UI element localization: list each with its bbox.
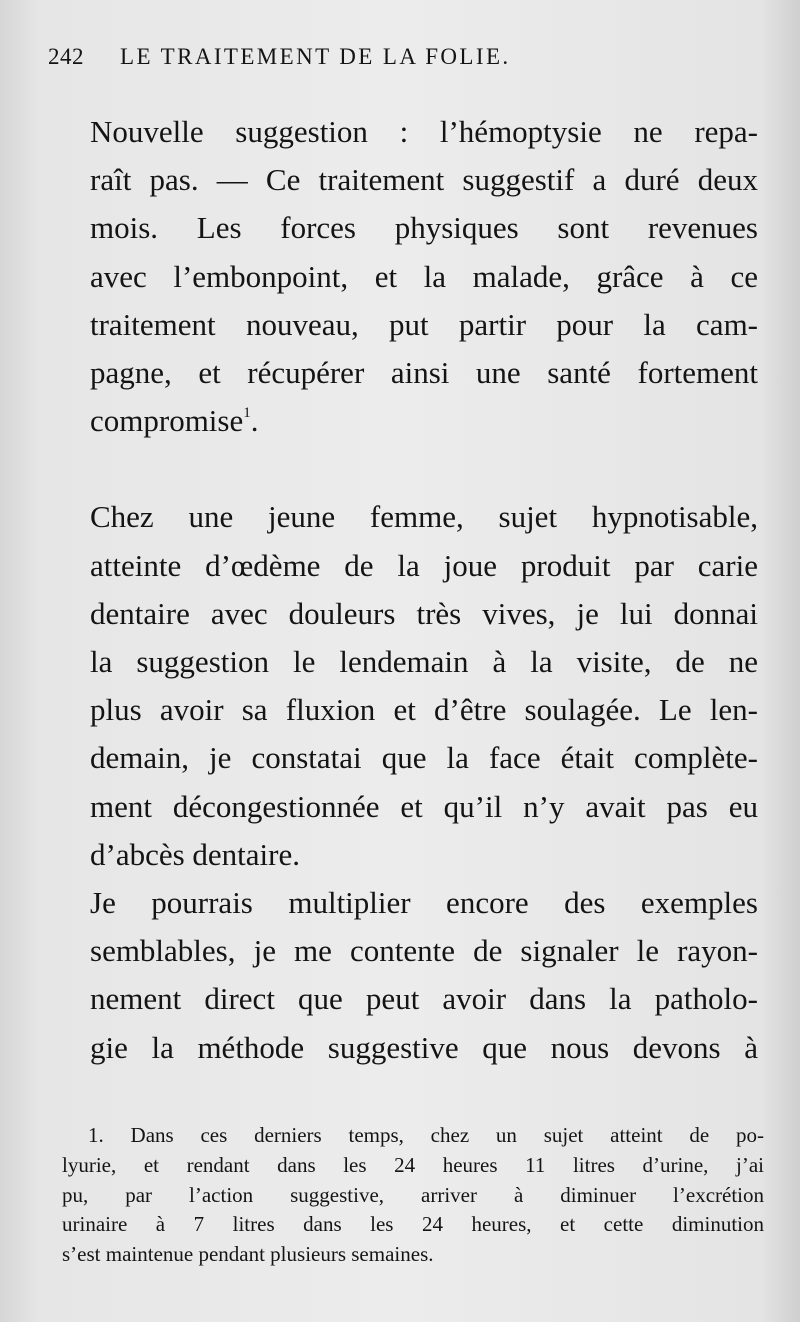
body-text — [52, 108, 758, 1072]
text-line: Je pourrais multiplier encore des exemples — [90, 885, 758, 921]
footnote-line: urinaire à 7 litres dans les 24 heures, et cette diminution — [62, 1212, 764, 1237]
text-line: dentaire avec douleurs très vives, je lui donnai — [90, 595, 758, 631]
page-number: 242 — [48, 44, 84, 69]
text-line: plus avoir sa fluxion et d’être soulagée. Le len- — [90, 692, 758, 728]
end-punctuation: . — [250, 403, 259, 439]
text-line-last: d’abcès dentaire. — [90, 836, 300, 872]
text-line: gie la méthode suggestive que nous devons à — [90, 1029, 758, 1065]
text-line: ment décongestionnée et qu’il n’y avait pas eu — [90, 788, 758, 824]
footnote-line: pu, par l’action suggestive, arriver à diminuer l’excrétion — [62, 1182, 764, 1207]
footnote-line: s’est maintenue pendant plusieurs semaines. — [62, 1242, 434, 1267]
text-line: avec l’embonpoint, et la malade, grâce à ce — [90, 258, 758, 294]
footnote-marker: 1 — [243, 405, 251, 422]
text-line: Chez une jeune femme, sujet hypnotisable, — [90, 499, 758, 535]
text-line: semblables, je me contente de signaler le rayon- — [90, 933, 758, 969]
footnote-line: 1. Dans ces derniers temps, chez un sujet atteint de po- — [88, 1123, 764, 1147]
text-line-last — [52, 397, 758, 445]
paragraph-2 — [52, 493, 758, 879]
text-line: mois. Les forces physiques sont revenues — [90, 210, 758, 246]
text-line: traitement nouveau, put partir pour la cam- — [90, 306, 758, 342]
text-fragment: compromise — [90, 403, 244, 439]
running-header — [48, 44, 760, 70]
text-line: nement direct que peut avoir dans la patholo- — [90, 981, 758, 1017]
text-line: Nouvelle suggestion : l’hémoptysie ne repa- — [90, 114, 758, 149]
paragraph-1 — [52, 108, 758, 445]
text-line: atteinte d’œdème de la joue produit par carie — [90, 547, 758, 583]
paragraph-3 — [52, 879, 758, 1072]
text-line: la suggestion le lendemain à la visite, de ne — [90, 644, 758, 680]
text-line: raît pas. — Ce traitement suggestif a duré deux — [90, 162, 758, 198]
footnote — [62, 1121, 764, 1270]
text-line: demain, je constatai que la face était complète- — [90, 740, 758, 776]
running-title: LE TRAITEMENT DE LA FOLIE. — [120, 44, 511, 69]
text-line: pagne, et récupérer ainsi une santé fortement — [90, 355, 758, 391]
footnote-line: lyurie, et rendant dans les 24 heures 11 litres d’urine, j’ai — [62, 1152, 764, 1177]
